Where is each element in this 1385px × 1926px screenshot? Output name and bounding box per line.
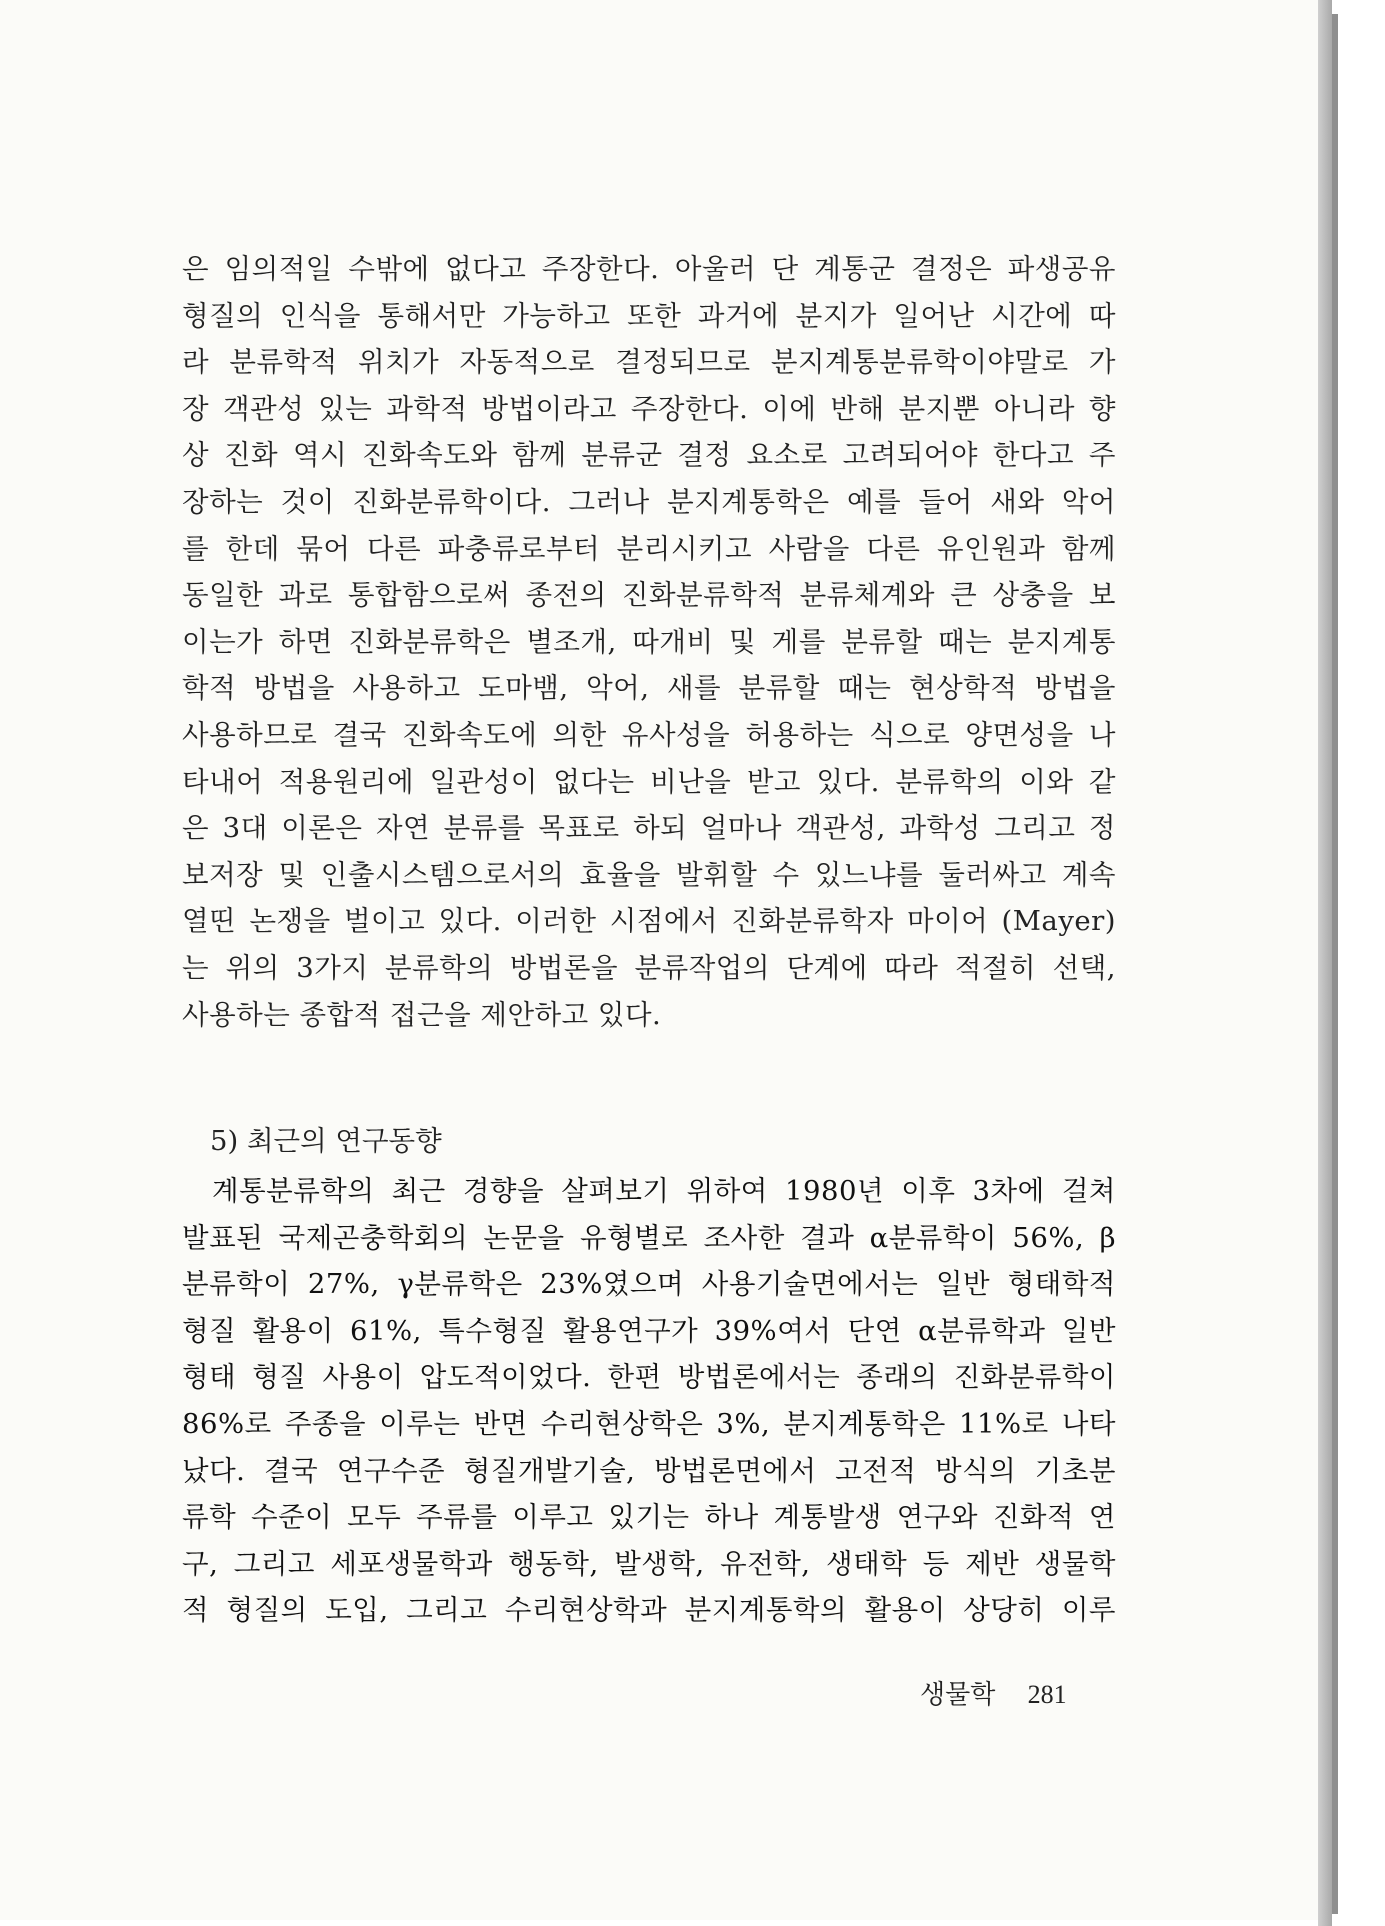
text-line: 계통분류학의 최근 경향을 살펴보기 위하여 1980년 이후 3차에 걸쳐 — [212, 1175, 1116, 1207]
text-line: 상 진화 역시 진화속도와 함께 분류군 결정 요소로 고려되어야 한다고 주 — [182, 439, 1116, 472]
text-line: 은 임의적일 수밖에 없다고 주장한다. 아울러 단 계통군 결정은 파생공유 — [182, 253, 1117, 285]
text-line: 발표된 국제곤충학회의 논문을 유형별로 조사한 결과 α분류학이 56%, β — [182, 1221, 1116, 1254]
text-line: 형질 활용이 61%, 특수형질 활용연구가 39%여서 단연 α분류학과 일반 — [182, 1314, 1116, 1347]
text-line: 동일한 과로 통합함으로써 종전의 진화분류학적 분류체계와 큰 상충을 보 — [182, 579, 1116, 612]
text-line: 학적 방법을 사용하고 도마뱀, 악어, 새를 분류할 때는 현상학적 방법을 — [182, 672, 1116, 705]
section-heading: 5) 최근의 연구동향 — [210, 1125, 442, 1157]
text-line: 는 위의 3가지 분류학의 방법론을 분류작업의 단계에 따라 적절히 선택, — [182, 951, 1116, 984]
text-line: 를 한데 묶어 다른 파충류로부터 분리시키고 사람을 다른 유인원과 함께 — [182, 532, 1116, 565]
paragraph-2 — [182, 1168, 1116, 1634]
text-line: 사용하므로 결국 진화속도에 의한 유사성을 허용하는 식으로 양면성을 나 — [182, 718, 1116, 751]
text-line: 났다. 결국 연구수준 형질개발기술, 방법론면에서 고전적 방식의 기초분 — [182, 1454, 1116, 1487]
text-line: 장 객관성 있는 과학적 방법이라고 주장한다. 이에 반해 분지뿐 아니라 향 — [182, 392, 1116, 425]
text-line: 형질의 인식을 통해서만 가능하고 또한 과거에 분지가 일어난 시간에 따 — [182, 299, 1116, 332]
text-line: 라 분류학적 위치가 자동적으로 결정되므로 분지계통분류학이야말로 가 — [182, 346, 1116, 379]
text-line: 이는가 하면 진화분류학은 별조개, 따개비 및 게를 분류할 때는 분지계통 — [182, 625, 1116, 658]
text-line: 구, 그리고 세포생물학과 행동학, 발생학, 유전학, 생태학 등 제반 생물학 — [182, 1547, 1116, 1580]
text-line: 사용하는 종합적 접근을 제안하고 있다. — [182, 998, 662, 1031]
text-line: 86%로 주종을 이루는 반면 수리현상학은 3%, 분지계통학은 11%로 나타 — [182, 1407, 1116, 1440]
text-line: 타내어 적용원리에 일관성이 없다는 비난을 받고 있다. 분류학의 이와 같 — [182, 765, 1116, 798]
text-line: 류학 수준이 모두 주류를 이루고 있기는 하나 계통발생 연구와 진화적 연 — [182, 1501, 1116, 1534]
text-line: 은 3대 이론은 자연 분류를 목표로 하되 얼마나 객관성, 과학성 그리고 정 — [182, 812, 1116, 845]
text-line: 적 형질의 도입, 그리고 수리현상학과 분지계통학의 활용이 상당히 이루 — [182, 1594, 1116, 1627]
text-line: 보저장 및 인출시스템으로서의 효율을 발휘할 수 있느냐를 둘러싸고 계속 — [182, 858, 1116, 891]
paragraph-1 — [182, 246, 1116, 1038]
text-line: 열띤 논쟁을 벌이고 있다. 이러한 시점에서 진화분류학자 마이어 (Mayer) — [182, 905, 1116, 938]
page-number: 281 — [1027, 1680, 1067, 1709]
background-margin — [1338, 0, 1385, 1926]
footer-section-name: 생물학 — [920, 1680, 996, 1710]
page-edge — [1318, 0, 1332, 1926]
text-line: 분류학이 27%, γ분류학은 23%였으며 사용기술면에서는 일반 형태학적 — [182, 1268, 1116, 1301]
text-line: 형태 형질 사용이 압도적이었다. 한편 방법론에서는 종래의 진화분류학이 — [182, 1361, 1116, 1394]
running-footer — [920, 1674, 1080, 1711]
text-line: 장하는 것이 진화분류학이다. 그러나 분지계통학은 예를 들어 새와 악어 — [182, 485, 1116, 518]
